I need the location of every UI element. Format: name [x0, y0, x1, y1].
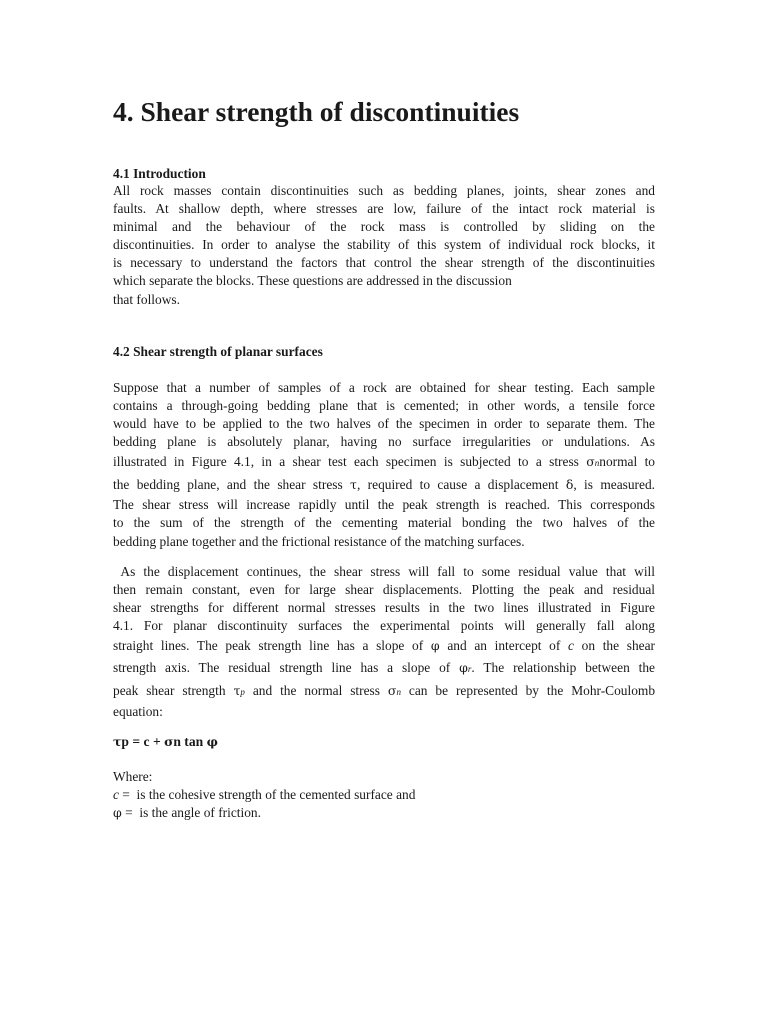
cohesion-definition: c = is the cohesive strength of the cemented surface and	[113, 787, 416, 803]
text-line: discontinuities. In order to analyse the stability of this system of individual rock blocks, it	[113, 237, 655, 253]
text-line: contains a through-going bedding plane that is cemented; in other words, a tensile force	[113, 398, 655, 414]
planar-surfaces-paragraph-1	[113, 379, 655, 551]
text-line: would have to be applied to the two halves of the specimen in order to separate them. The	[113, 416, 655, 432]
introduction-paragraph	[113, 182, 655, 309]
text-line: is necessary to understand the factors that control the shear strength of the discontinuities	[113, 255, 655, 271]
text-line: to the sum of the strength of the cementing material bonding the two halves of the	[113, 515, 655, 531]
text-line: illustrated in Figure 4.1, in a shear test each specimen is subjected to a stress σnnormal to	[113, 454, 655, 470]
text-line: the bedding plane, and the shear stress τ, required to cause a displacement δ, is measured.	[113, 477, 655, 493]
text-line: All rock masses contain discontinuities such as bedding planes, joints, shear zones and	[113, 183, 655, 198]
text-line: that follows.	[113, 291, 180, 307]
planar-surfaces-paragraph-2	[113, 563, 655, 721]
sigma-symbol: σ	[586, 454, 595, 470]
phi-symbol: φ	[430, 638, 440, 654]
section-heading-introduction: 4.1 Introduction	[113, 166, 206, 181]
phi-symbol: φ	[206, 734, 218, 749]
text-line: peak shear strength τp and the normal stress σn can be represented by the Mohr-Coulomb	[113, 683, 656, 699]
sigma-symbol: σ	[164, 734, 174, 749]
sigma-symbol: σ	[387, 683, 397, 699]
phi-symbol: φ	[113, 805, 122, 821]
equation-variables	[113, 768, 655, 822]
mohr-coulomb-equation: τp = c + σn tan φ	[113, 734, 218, 749]
text-line: bedding plane is absolutely planar, having no surface irregularities or undulations. As	[113, 434, 655, 450]
tau-symbol: τ	[233, 683, 241, 699]
text-line: then remain constant, even for large shear displacements. Plotting the peak and residual	[113, 582, 655, 598]
text-line: strength axis. The residual strength line has a slope of φr. The relationship between the	[113, 660, 655, 676]
text-line: Suppose that a number of samples of a rock are obtained for shear testing. Each sample	[113, 380, 655, 395]
text-line: equation:	[113, 704, 163, 720]
document-title: 4. Shear strength of discontinuities	[113, 96, 520, 127]
phi-symbol: φ	[459, 660, 468, 676]
text-line: 4.1. For planar discontinuity surfaces the experimental points will generally fall along	[113, 618, 655, 634]
text-line: which separate the blocks. These questions are addressed in the discussion	[113, 273, 512, 289]
text-line: The shear stress will increase rapidly until the peak strength is reached. This corresponds	[113, 497, 655, 513]
text-line: faults. At shallow depth, where stresses are low, failure of the intact rock material is	[113, 201, 655, 217]
tau-symbol: τ	[113, 734, 122, 749]
tau-symbol: τ	[350, 477, 357, 493]
text-line: straight lines. The peak strength line has a slope of φ and an intercept of c on the shear	[113, 638, 655, 654]
text-line: As the displacement continues, the shear stress will fall to some residual value that will	[113, 564, 655, 579]
text-line: shear strengths for different normal stresses results in the two lines illustrated in Figure	[113, 600, 655, 616]
friction-angle-definition: φ = is the angle of friction.	[113, 805, 261, 821]
text-line: minimal and the behaviour of the rock mass is controlled by sliding on the	[113, 219, 655, 235]
section-heading-planar-surfaces: 4.2 Shear strength of planar surfaces	[113, 344, 323, 359]
delta-symbol: δ	[565, 477, 574, 493]
text-line: bedding plane together and the frictional resistance of the matching surfaces.	[113, 533, 525, 549]
where-label: Where:	[113, 769, 153, 784]
